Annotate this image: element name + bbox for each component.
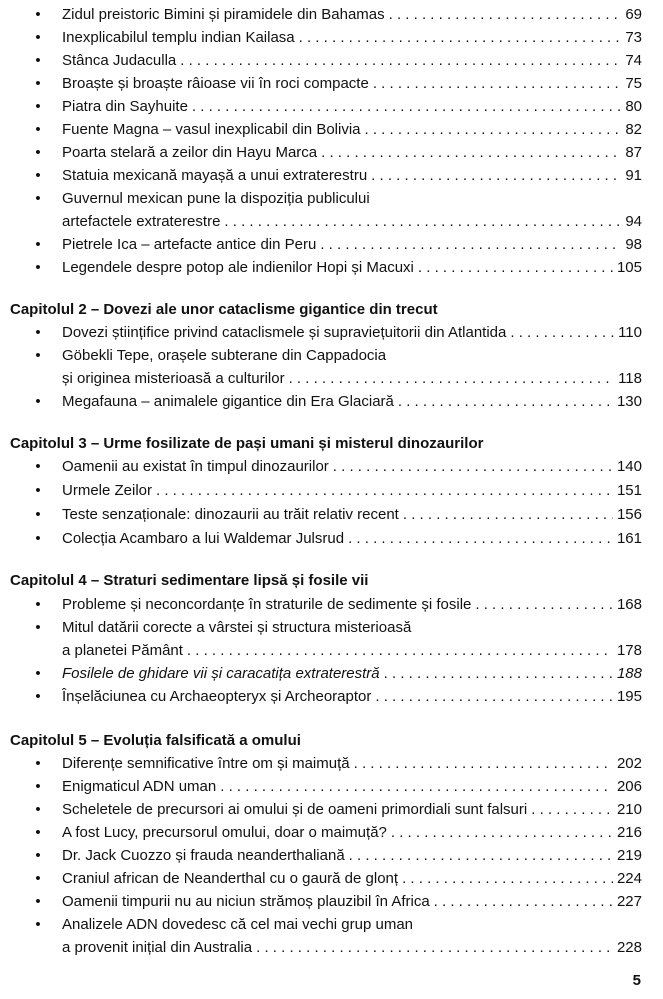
- entry-page: 82: [625, 121, 642, 138]
- leader-dots: [389, 4, 622, 26]
- bullet: •: [35, 665, 41, 682]
- leader-dots: [371, 165, 621, 187]
- entry-title: Zidul preistoric Bimini și piramidele din Bahamas: [62, 6, 385, 23]
- entry-page: 98: [625, 236, 642, 253]
- entry-title-cont: a provenit inițial din Australia: [62, 939, 253, 956]
- bullet: •: [35, 847, 41, 864]
- leader-dots: [256, 937, 613, 959]
- chapter-heading: Capitolul 5 – Evoluția falsificată a omului: [10, 732, 301, 749]
- leader-dots: [289, 368, 614, 390]
- chapter-heading: Capitolul 2 – Dovezi ale unor cataclisme gigantice din trecut: [10, 301, 438, 318]
- leader-dots: [156, 480, 613, 502]
- entry-title: Probleme și neconcordanțe în straturile de sedimente și fosile: [62, 596, 472, 613]
- entry-title: Poarta stelară a zeilor din Hayu Marca: [62, 144, 318, 161]
- bullet: •: [35, 506, 41, 523]
- entry-page: 168: [616, 596, 642, 613]
- entry-page: 130: [616, 393, 642, 410]
- entry-title: Craniul african de Neanderthal cu o gaură de glonț: [62, 870, 399, 887]
- entry-page: 188: [616, 665, 642, 682]
- leader-dots: [434, 891, 613, 913]
- bullet: •: [35, 167, 41, 184]
- entry-title: Analizele ADN dovedesc că cel mai vechi grup uman: [62, 916, 414, 933]
- entry-title: Dovezi științifice privind cataclismele și supraviețuitorii din Atlantida: [62, 324, 507, 341]
- entry-page: 91: [625, 167, 642, 184]
- entry-title: Dr. Jack Cuozzo și frauda neanderthaliană: [62, 847, 345, 864]
- entry-title: Fosilele de ghidare vii și caracatița extraterestră: [62, 665, 380, 682]
- leader-dots: [299, 27, 622, 49]
- entry-page: 210: [616, 801, 642, 818]
- bullet: •: [35, 778, 41, 795]
- entry-title-cont: a planetei Pământ: [62, 642, 183, 659]
- entry-title: Fuente Magna – vasul inexplicabil din Bolivia: [62, 121, 361, 138]
- leader-dots: [402, 868, 613, 890]
- bullet: •: [35, 596, 41, 613]
- leader-dots: [192, 96, 621, 118]
- entry-title: Oamenii timpurii nu au niciun strămoș plauzibil în Africa: [62, 893, 430, 910]
- entry-title: Inexplicabilul templu indian Kailasa: [62, 29, 295, 46]
- leader-dots: [180, 50, 621, 72]
- entry-title-cont: artefactele extraterestre: [62, 213, 221, 230]
- entry-title: Urmele Zeilor: [62, 482, 153, 499]
- bullet: •: [35, 324, 41, 341]
- chapter-heading: Capitolul 4 – Straturi sedimentare lipsă și fosile vii: [10, 572, 369, 589]
- bullet: •: [35, 347, 41, 364]
- entry-page: 156: [616, 506, 642, 523]
- entry-page: 219: [616, 847, 642, 864]
- entry-title: Legendele despre potop ale indienilor Hopi și Macuxi: [62, 259, 414, 276]
- bullet: •: [35, 530, 41, 547]
- leader-dots: [321, 142, 621, 164]
- entry-title: Diferențe semnificative între om și maimuță: [62, 755, 350, 772]
- entry-title: Piatra din Sayhuite: [62, 98, 188, 115]
- entry-page: 195: [616, 688, 642, 705]
- leader-dots: [220, 776, 613, 798]
- entry-title: Înșelăciunea cu Archaeopteryx și Archeoraptor: [62, 688, 372, 705]
- entry-title-cont: și originea misterioasă a culturilor: [62, 370, 285, 387]
- entry-page: 228: [616, 939, 642, 956]
- leader-dots: [320, 234, 621, 256]
- entry-title: Guvernul mexican pune la dispoziția publicului: [62, 190, 370, 207]
- entry-page: 161: [616, 530, 642, 547]
- leader-dots: [510, 322, 614, 344]
- entry-page: 73: [625, 29, 642, 46]
- entry-title: Scheletele de precursori ai omului și de oameni primordiali sunt falsuri: [62, 801, 528, 818]
- entry-page: 151: [616, 482, 642, 499]
- bullet: •: [35, 688, 41, 705]
- entry-title: Pietrele Ica – artefacte antice din Peru: [62, 236, 317, 253]
- entry-title: Megafauna – animalele gigantice din Era Glaciară: [62, 393, 394, 410]
- entry-title: Stânca Judaculla: [62, 52, 177, 69]
- entry-page: 178: [616, 642, 642, 659]
- bullet: •: [35, 236, 41, 253]
- bullet: •: [35, 458, 41, 475]
- entry-title: Colecția Acambaro a lui Waldemar Julsrud: [62, 530, 345, 547]
- leader-dots: [398, 391, 613, 413]
- bullet: •: [35, 144, 41, 161]
- entry-title: Teste senzaționale: dinozaurii au trăit relativ recent: [62, 506, 399, 523]
- leader-dots: [375, 686, 613, 708]
- entry-page: 87: [625, 144, 642, 161]
- entry-title: A fost Lucy, precursorul omului, doar o maimuță?: [62, 824, 387, 841]
- bullet: •: [35, 393, 41, 410]
- bullet: •: [35, 190, 41, 207]
- entry-page: 118: [618, 370, 642, 387]
- entry-title: Broaște și broaște râioase vii în roci compacte: [62, 75, 369, 92]
- leader-dots: [373, 73, 622, 95]
- entry-title: Enigmaticul ADN uman: [62, 778, 217, 795]
- entry-page: 94: [625, 213, 642, 230]
- entry-title: Göbekli Tepe, orașele subterane din Cappadocia: [62, 347, 387, 364]
- bullet: •: [35, 824, 41, 841]
- entry-page: 140: [616, 458, 642, 475]
- entry-page: 74: [625, 52, 642, 69]
- bullet: •: [35, 801, 41, 818]
- entry-page: 224: [616, 870, 642, 887]
- leader-dots: [418, 257, 613, 279]
- entry-page: 69: [625, 6, 642, 23]
- entry-page: 206: [616, 778, 642, 795]
- page-number: 5: [632, 972, 641, 989]
- leader-dots: [403, 504, 613, 526]
- leader-dots: [391, 822, 613, 844]
- entry-page: 105: [616, 259, 642, 276]
- bullet: •: [35, 482, 41, 499]
- entry-title: Oamenii au existat în timpul dinozaurilor: [62, 458, 329, 475]
- entry-page: 75: [625, 75, 642, 92]
- bullet: •: [35, 75, 41, 92]
- leader-dots: [354, 753, 613, 775]
- bullet: •: [35, 29, 41, 46]
- entry-title: Mitul datării corecte a vârstei și structura misterioasă: [62, 619, 412, 636]
- entry-page: 227: [616, 893, 642, 910]
- leader-dots: [384, 663, 613, 685]
- bullet: •: [35, 755, 41, 772]
- entry-title: Statuia mexicană mayașă a unui extraterestru: [62, 167, 368, 184]
- leader-dots: [333, 456, 613, 478]
- bullet: •: [35, 52, 41, 69]
- bullet: •: [35, 121, 41, 138]
- leader-dots: [531, 799, 613, 821]
- entry-page: 110: [618, 324, 642, 341]
- bullet: •: [35, 6, 41, 23]
- leader-dots: [349, 845, 613, 867]
- leader-dots: [187, 640, 613, 662]
- bullet: •: [35, 870, 41, 887]
- bullet: •: [35, 98, 41, 115]
- leader-dots: [348, 528, 613, 550]
- bullet: •: [35, 893, 41, 910]
- entry-page: 216: [616, 824, 642, 841]
- chapter-heading: Capitolul 3 – Urme fosilizate de pași umani și misterul dinozaurilor: [10, 435, 484, 452]
- leader-dots: [365, 119, 622, 141]
- entry-page: 202: [616, 755, 642, 772]
- bullet: •: [35, 259, 41, 276]
- leader-dots: [224, 211, 621, 233]
- bullet: •: [35, 619, 41, 636]
- entry-page: 80: [625, 98, 642, 115]
- bullet: •: [35, 916, 41, 933]
- leader-dots: [475, 594, 613, 616]
